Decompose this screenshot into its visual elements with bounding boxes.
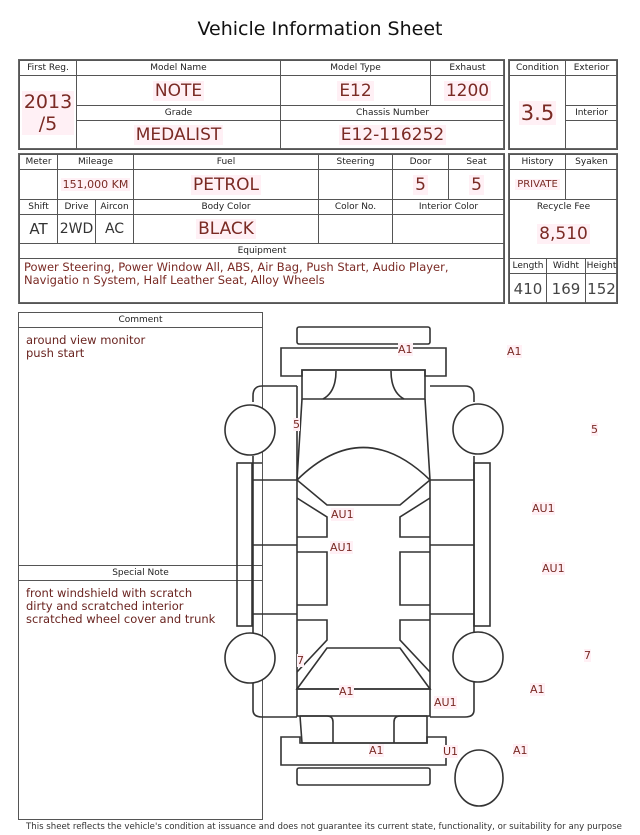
wheel-front-left bbox=[225, 405, 275, 455]
windshield bbox=[297, 448, 430, 506]
damage-rear-bumper-left: A1 bbox=[369, 744, 384, 757]
door-label: Door bbox=[392, 154, 449, 170]
window-front-right bbox=[400, 498, 430, 537]
rear-lights bbox=[300, 716, 427, 743]
headlight-right bbox=[391, 371, 404, 399]
condition-label: Condition bbox=[509, 60, 566, 76]
damage-front-bumper-left: A1 bbox=[398, 343, 413, 356]
rocker-right bbox=[474, 463, 490, 626]
cabin-outline bbox=[297, 399, 430, 689]
door-value: 5 bbox=[392, 169, 449, 200]
wheel-rear-left bbox=[225, 633, 275, 683]
rear-window bbox=[297, 648, 430, 689]
history-value: PRIVATE bbox=[509, 169, 566, 200]
steering-label: Steering bbox=[318, 154, 393, 170]
window-rear-right bbox=[400, 552, 430, 605]
damage-rear-bumper-right: A1 bbox=[513, 744, 528, 757]
model-name-value: NOTE bbox=[76, 75, 281, 106]
rear-bumper bbox=[281, 737, 446, 765]
height-value: 152 bbox=[585, 273, 618, 304]
height-label: Height bbox=[585, 258, 618, 274]
trunk bbox=[297, 689, 430, 716]
drive-value: 2WD bbox=[57, 214, 96, 244]
comment-text: around view monitor push start bbox=[26, 333, 146, 360]
first-reg-value: 2013 /5 bbox=[19, 75, 77, 150]
length-value: 410 bbox=[509, 273, 547, 304]
equipment-value: Power Steering, Power Window All, ABS, Air Bag, Push Start, Audio Player, Navigatio n System, Half Leather Seat, Alloy Wheels bbox=[19, 258, 505, 304]
meter-label: Meter bbox=[19, 154, 58, 170]
interior-label: Interior bbox=[565, 105, 618, 121]
aircon-label: Aircon bbox=[95, 199, 134, 215]
chassis-value: E12-116252 bbox=[280, 120, 505, 150]
model-type-label: Model Type bbox=[280, 60, 431, 76]
wheel-front-right bbox=[453, 404, 503, 454]
recycle-fee-value: 8,510 bbox=[539, 224, 588, 244]
body-color-label: Body Color bbox=[133, 199, 319, 215]
damage-wheel-rear-right: 7 bbox=[584, 649, 591, 662]
window-quarter-right bbox=[400, 620, 430, 672]
fuel-label: Fuel bbox=[133, 154, 319, 170]
headlight-left bbox=[323, 371, 336, 399]
seat-value: 5 bbox=[448, 169, 505, 200]
disclaimer-footer: This sheet reflects the vehicle's condition at issuance and does not guarantee its current state, functionality, or suitability for any purpose bbox=[26, 822, 622, 832]
mileage-value: 151,000 KM bbox=[57, 169, 134, 200]
front-bumper-outer bbox=[297, 327, 430, 344]
rocker-left bbox=[237, 463, 252, 626]
front-bumper bbox=[281, 348, 446, 376]
damage-front-bumper-right: A1 bbox=[507, 345, 522, 358]
history-label: History bbox=[509, 154, 566, 170]
interior-color-label: Interior Color bbox=[392, 199, 505, 215]
comment-label: Comment bbox=[18, 312, 263, 328]
width-label: Widht bbox=[546, 258, 586, 274]
syaken-label: Syaken bbox=[565, 154, 618, 170]
recycle-fee-label: Recycle Fee bbox=[509, 199, 618, 259]
aircon-value: AC bbox=[95, 214, 134, 244]
equipment-label: Equipment bbox=[19, 243, 505, 259]
damage-trunk: AU1 bbox=[434, 696, 457, 709]
special-note-text: front windshield with scratch dirty and scratched interior scratched wheel cover and trunk bbox=[26, 586, 216, 626]
exhaust-value: 1200 bbox=[430, 75, 505, 106]
damage-door-front-left: AU1 bbox=[331, 508, 354, 521]
door-left bbox=[253, 463, 297, 614]
damage-rear-fender-right: A1 bbox=[530, 683, 545, 696]
model-name-label: Model Name bbox=[76, 60, 281, 76]
damage-door-rear-left: AU1 bbox=[330, 541, 353, 554]
grade-value: MEDALIST bbox=[76, 120, 281, 150]
shift-label: Shift bbox=[19, 199, 58, 215]
seat-label: Seat bbox=[448, 154, 505, 170]
length-label: Length bbox=[509, 258, 547, 274]
window-rear-left bbox=[297, 552, 327, 605]
shift-value: AT bbox=[19, 214, 58, 244]
damage-door-rear-right: AU1 bbox=[542, 562, 565, 575]
body-color-value: BLACK bbox=[133, 214, 319, 244]
damage-wheel-front-left: 5 bbox=[293, 418, 300, 431]
exhaust-label: Exhaust bbox=[430, 60, 505, 76]
hood bbox=[302, 370, 425, 399]
page-title: Vehicle Information Sheet bbox=[197, 18, 443, 40]
wheel-rear-right bbox=[453, 632, 503, 682]
spare-tire bbox=[455, 750, 503, 806]
damage-door-front-right: AU1 bbox=[532, 502, 555, 515]
door-right bbox=[430, 463, 474, 614]
drive-label: Drive bbox=[57, 199, 96, 215]
damage-rear-bumper-center: U1 bbox=[443, 745, 459, 758]
damage-wheel-rear-left: 7 bbox=[297, 654, 304, 667]
rear-bumper-outer bbox=[297, 768, 430, 785]
chassis-label: Chassis Number bbox=[280, 105, 505, 121]
window-front-left bbox=[297, 498, 327, 537]
exterior-label: Exterior bbox=[565, 60, 618, 76]
grade-label: Grade bbox=[76, 105, 281, 121]
first-reg-label: First Reg. bbox=[19, 60, 77, 76]
mileage-label: Mileage bbox=[57, 154, 134, 170]
condition-value: 3.5 bbox=[509, 75, 566, 150]
color-no-label: Color No. bbox=[318, 199, 393, 215]
model-type-value: E12 bbox=[280, 75, 431, 106]
special-note-label: Special Note bbox=[18, 565, 263, 581]
fuel-value: PETROL bbox=[133, 169, 319, 200]
damage-wheel-front-right: 5 bbox=[591, 423, 598, 436]
damage-rear-fender-left: A1 bbox=[339, 685, 354, 698]
width-value: 169 bbox=[546, 273, 586, 304]
